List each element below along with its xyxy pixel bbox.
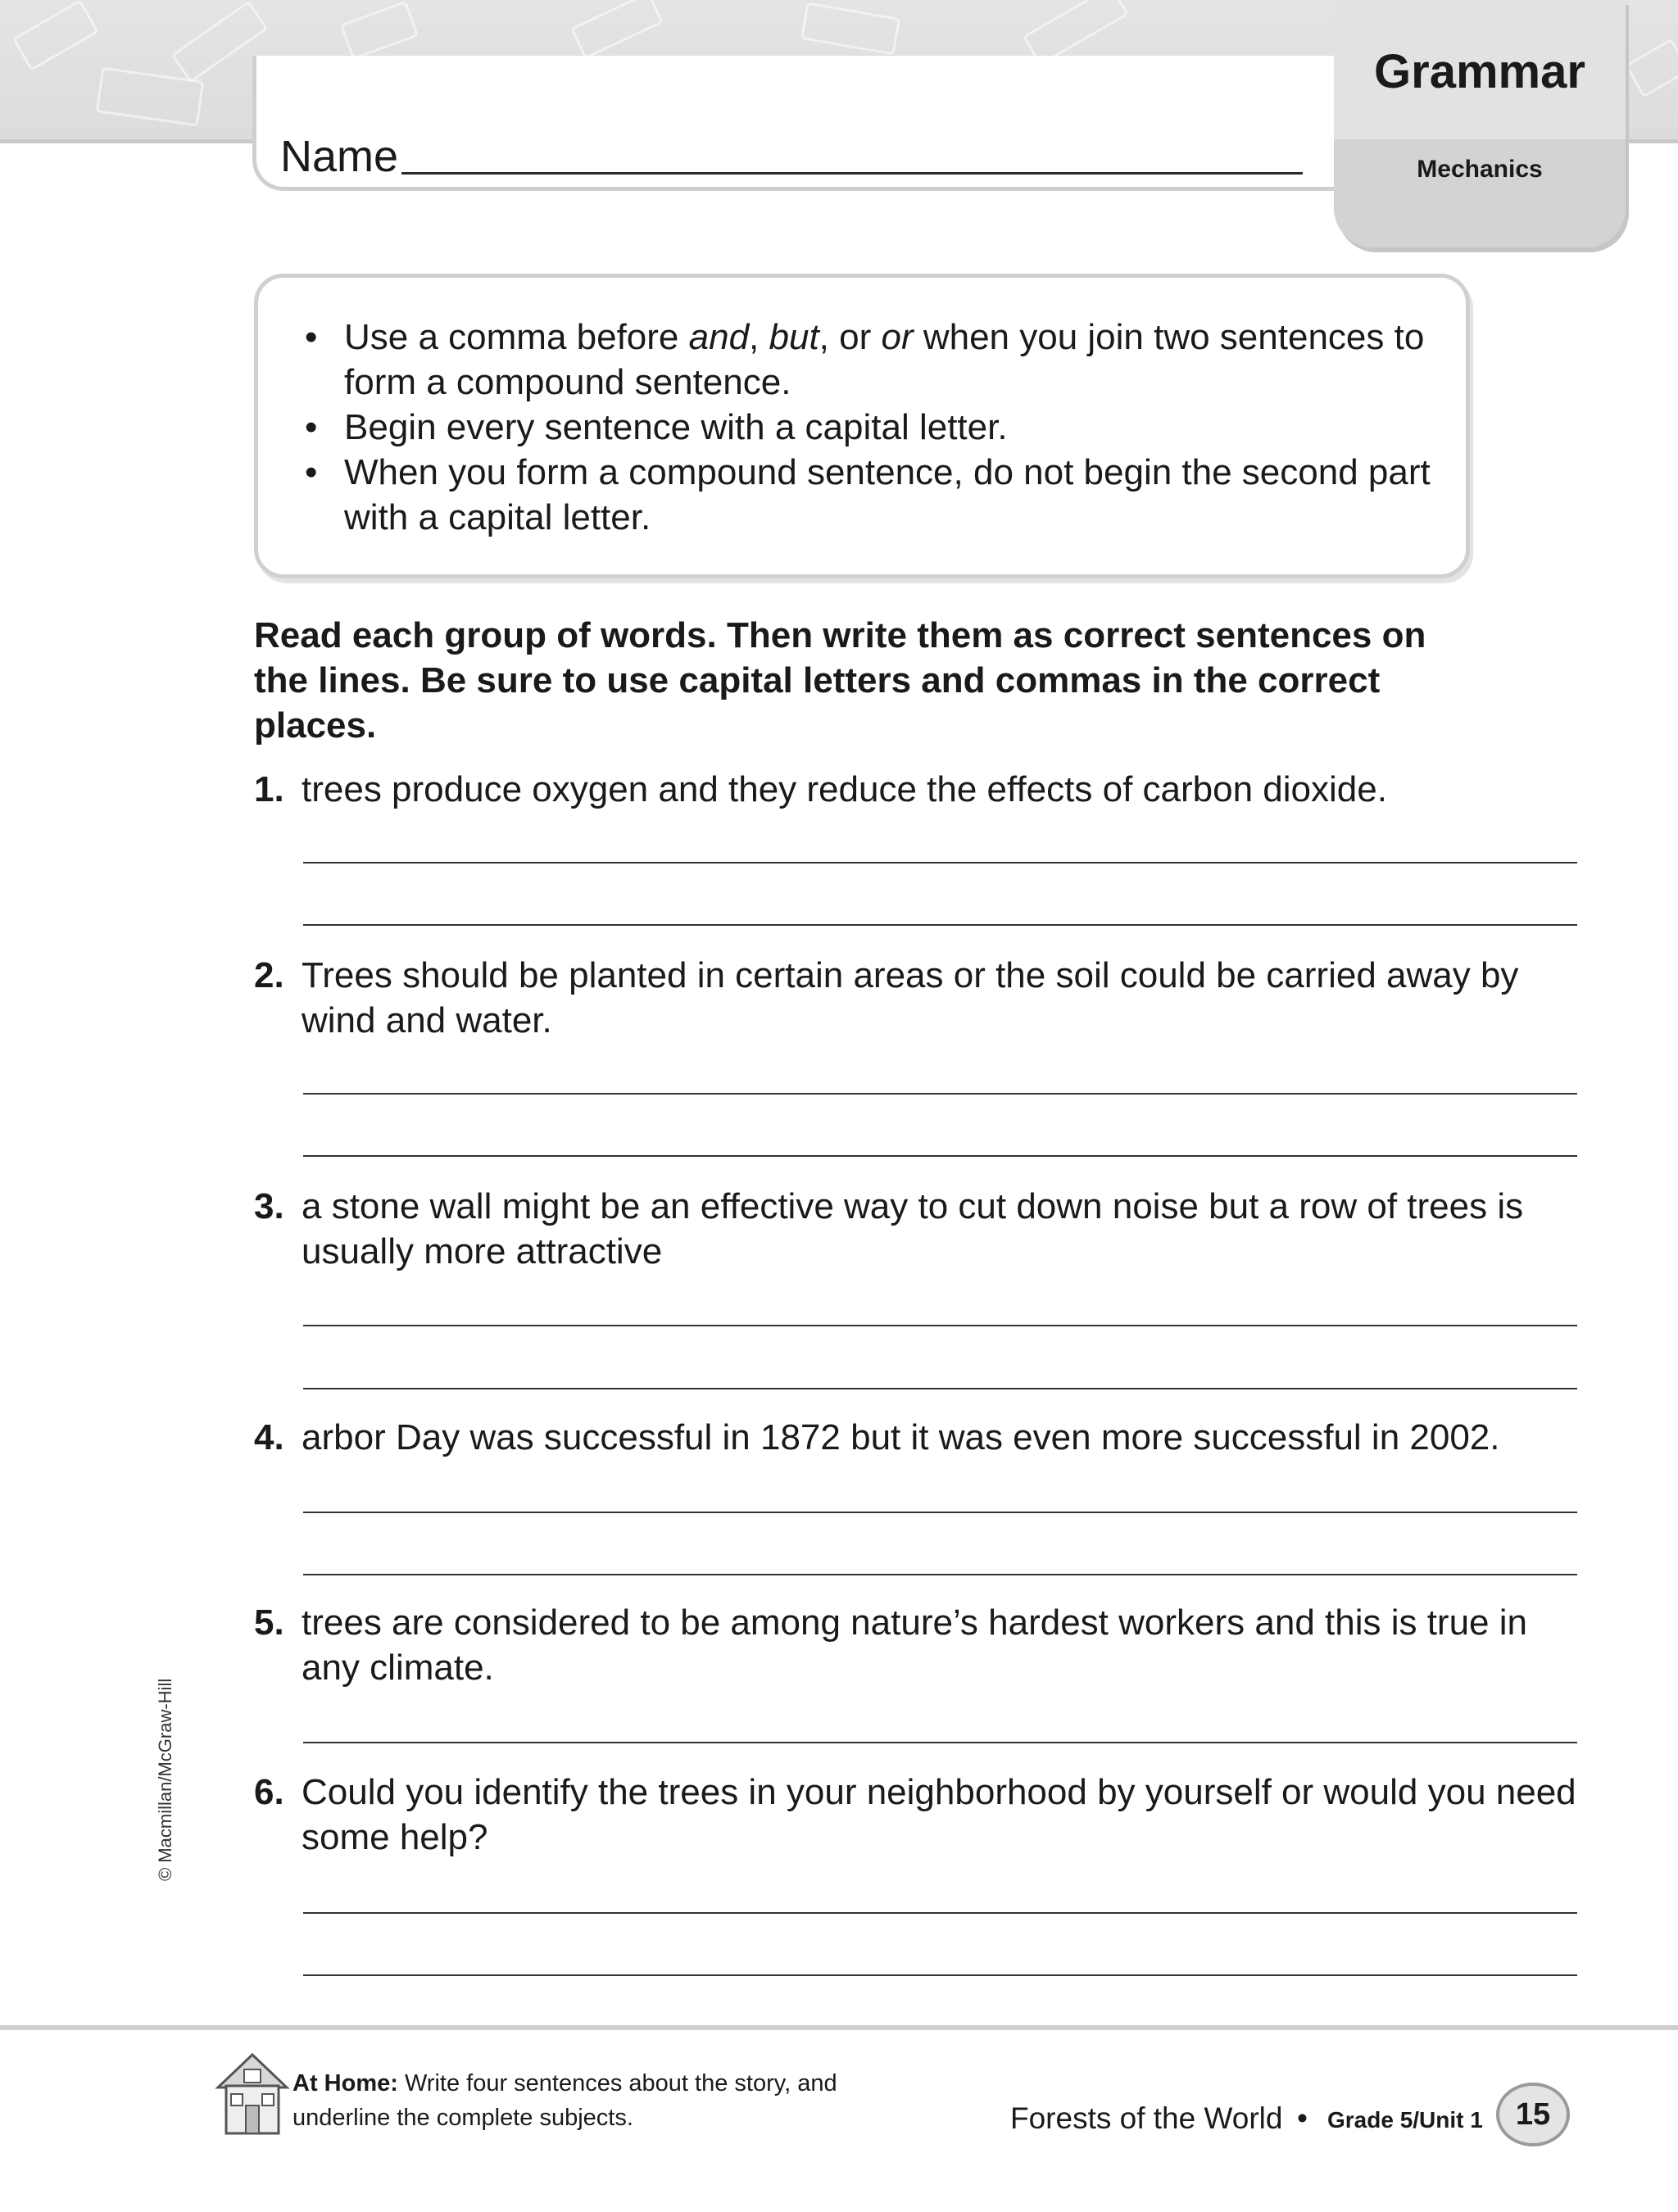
tab-title: Grammar (1374, 45, 1585, 98)
footer-separator: • (1297, 2101, 1308, 2135)
answer-line[interactable] (303, 1512, 1577, 1513)
decorative-pencil-sketch (12, 0, 99, 71)
at-home-label: At Home: (293, 2070, 398, 2096)
decorative-pencil-sketch (1625, 39, 1678, 98)
answer-line[interactable] (303, 1155, 1577, 1157)
rule-text: Use a comma before and, but, or or when you join two sentences to form a compound sentence. (344, 317, 1425, 402)
copyright-notice: © Macmillan/McGraw-Hill (155, 1678, 175, 1881)
rule-text: When you form a compound sentence, do not begin the second part with a capital letter. (344, 452, 1431, 537)
bullet-icon: • (305, 317, 318, 357)
story-title: Forests of the World (1010, 2101, 1283, 2135)
answer-line[interactable] (303, 1325, 1577, 1326)
question-number: 5. (254, 1602, 284, 1643)
bullet-icon: • (305, 452, 318, 492)
decorative-book-sketch (800, 2, 900, 55)
question-number: 4. (254, 1417, 284, 1457)
bullet-icon: • (305, 407, 318, 447)
tab-subtitle: Mechanics (1417, 156, 1543, 183)
question-text: trees are considered to be among nature’s hardest workers and this is true in any climate. (302, 1602, 1527, 1688)
grade-unit: Grade 5/Unit 1 (1327, 2107, 1483, 2133)
question-text: Trees should be planted in certain areas or the soil could be carried away by wind and water. (302, 955, 1519, 1040)
name-write-line[interactable] (401, 172, 1303, 175)
answer-line[interactable] (303, 1093, 1577, 1095)
name-strip (252, 56, 1342, 191)
answer-line[interactable] (303, 862, 1577, 863)
decorative-pencil-sketch (570, 0, 664, 59)
question-text: arbor Day was successful in 1872 but it was even more successful in 2002. (302, 1417, 1500, 1457)
at-home-note (293, 2066, 882, 2135)
answer-line[interactable] (303, 1912, 1577, 1914)
question-number: 3. (254, 1186, 284, 1226)
decorative-scissors-sketch (340, 1, 420, 61)
question-text: trees produce oxygen and they reduce the effects of carbon dioxide. (302, 769, 1387, 809)
rule-text: Begin every sentence with a capital letter. (344, 407, 1008, 447)
question-text: Could you identify the trees in your neighborhood by yourself or would you need some help? (302, 1772, 1576, 1857)
question-number: 2. (254, 955, 284, 995)
answer-line[interactable] (303, 1742, 1577, 1743)
at-home-text: Write four sentences about the story, and underline the complete subjects. (293, 2070, 837, 2131)
name-label: Name (280, 132, 399, 181)
answer-line[interactable] (303, 1974, 1577, 1976)
instructions: Read each group of words. Then write them as correct sentences on the lines. Be sure to use capital letters and commas in the correct places. (254, 615, 1426, 746)
house-icon (211, 2047, 293, 2137)
answer-line[interactable] (303, 1388, 1577, 1389)
question-text: a stone wall might be an effective way to cut down noise but a row of trees is usually more attractive (302, 1186, 1524, 1271)
answer-line[interactable] (303, 1574, 1577, 1575)
question-number: 1. (254, 769, 284, 809)
answer-line[interactable] (303, 924, 1577, 926)
footer-divider (0, 2025, 1678, 2030)
question-number: 6. (254, 1772, 284, 1812)
page-number: 15 (1496, 2083, 1570, 2146)
